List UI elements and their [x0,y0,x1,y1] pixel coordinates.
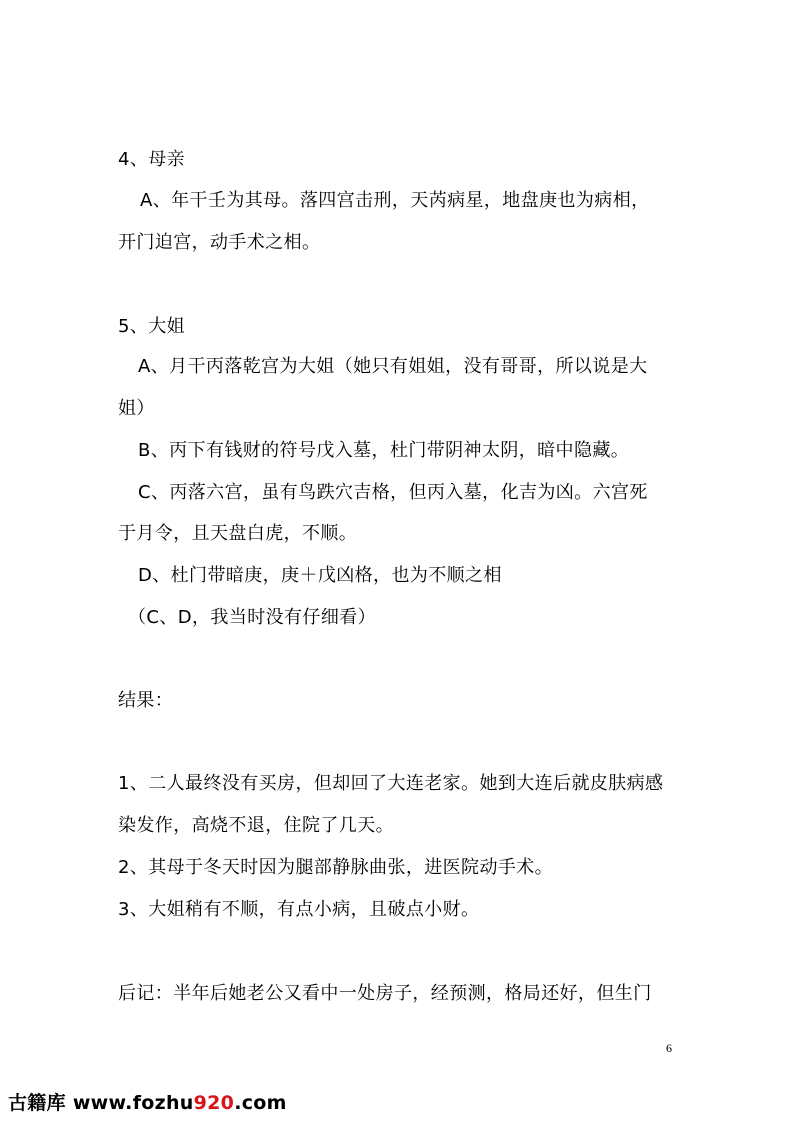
section-heading-mother: 4、母亲 [118,149,186,170]
watermark-url-suffix: .com [234,1092,287,1114]
paragraph-line: 1、二人最终没有买房，但却回了大连老家。她到大连后就皮肤病感 [118,773,664,794]
watermark-url-prefix: www.fozhu [72,1092,194,1114]
paragraph-line: 2、其母于冬天时因为腿部静脉曲张，进医院动手术。 [118,857,554,878]
section-heading-eldest-sister: 5、大姐 [118,316,186,337]
paragraph-line: C、丙落六宫，虽有鸟跌穴吉格，但丙入墓，化吉为凶。六宫死 [138,482,648,503]
paragraph-line: A、月干丙落乾宫为大姐（她只有姐姐，没有哥哥，所以说是大 [138,356,648,377]
paragraph-line: 3、大姐稍有不顺，有点小病，且破点小财。 [118,899,480,920]
paragraph-line: 姐） [118,398,155,419]
section-heading-result: 结果： [118,690,174,711]
paragraph-line: B、丙下有钱财的符号戊入墓，杜门带阴神太阴，暗中隐藏。 [138,440,630,461]
paragraph-line: 开门迫宫，动手术之相。 [118,232,321,253]
paragraph-line: A、年干壬为其母。落四宫击刑，天芮病星，地盘庚也为病相， [140,190,650,211]
page-number: 6 [666,1041,672,1055]
watermark-site-name: 古籍库 [8,1092,66,1114]
watermark-logo [8,1090,287,1116]
watermark-url-number: 920 [193,1092,235,1114]
paragraph-line: 于月令，且天盘白虎，不顺。 [118,523,358,544]
paragraph-line: 染发作，高烧不退，住院了几天。 [118,815,394,836]
paragraph-line-postscript: 后记：半年后她老公又看中一处房子，经预测，格局还好，但生门 [118,983,652,1004]
paragraph-line: D、杜门带暗庚，庚＋戊凶格，也为不顺之相 [138,565,502,586]
paragraph-line: （C、D，我当时没有仔细看） [128,607,377,628]
